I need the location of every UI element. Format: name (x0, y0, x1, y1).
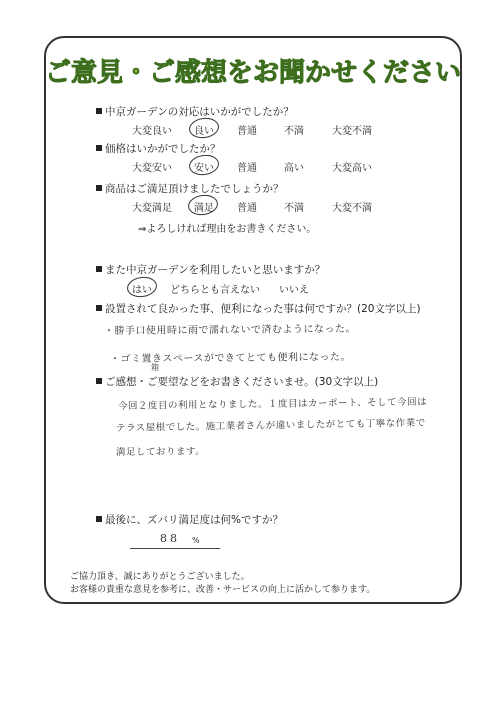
q2-option-2[interactable]: 安い (194, 163, 214, 174)
footer-line-2: お客様の貴重な意見を参考に、改善・サービスの向上に活かして参ります。 (70, 585, 376, 595)
question-7 (96, 512, 283, 527)
q3-option-3[interactable]: 普通 (237, 203, 257, 214)
satisfaction-unit: % (192, 536, 201, 545)
q4-option-3[interactable]: いいえ (279, 285, 309, 296)
bullet-square-icon (96, 516, 102, 522)
question-2 (96, 141, 221, 156)
question-4-text: また中京ガーデンを利用したいと思いますか？ (105, 264, 326, 276)
question-2-text: 価格はいかがでしたか？ (105, 143, 221, 155)
satisfaction-value[interactable]: 88 (160, 532, 180, 545)
q6-answer-line-3: 満足しております。 (115, 446, 206, 458)
q2-option-3[interactable]: 普通 (237, 163, 257, 174)
q4-option-1[interactable]: はい (132, 285, 152, 296)
question-5 (96, 301, 421, 316)
q5-answer-line-1: ・勝手口使用時に雨で濡れないで済むようになった。 (103, 323, 357, 337)
q5-correction-mark: 箱 (151, 363, 160, 372)
survey-title: ご意見・ご感想をお聞かせください (44, 58, 461, 88)
question-1-text: 中京ガーデンの対応はいかがでしたか？ (105, 106, 294, 118)
q4-option-2[interactable]: どちらとも言えない (170, 285, 260, 296)
footer-line-1: ご協力頂き、誠にありがとうございました。 (70, 572, 250, 582)
q1-option-1[interactable]: 大変良い (132, 126, 172, 137)
question-4 (96, 262, 325, 277)
question-7-text: 最後に、ズバリ満足度は何%ですか？ (105, 514, 283, 526)
question-1 (96, 104, 294, 119)
bullet-square-icon (96, 145, 102, 151)
question-5-text: 設置されて良かった事、便利になった事は何ですか？(20文字以上) (105, 303, 421, 315)
q2-option-1[interactable]: 大変安い (132, 163, 172, 174)
q3-option-2[interactable]: 満足 (194, 203, 214, 214)
bullet-square-icon (96, 305, 102, 311)
q1-option-5[interactable]: 大変不満 (332, 126, 372, 137)
q1-option-3[interactable]: 普通 (237, 126, 257, 137)
bullet-square-icon (96, 185, 102, 191)
question-6 (96, 374, 378, 389)
q6-answer-line-1: 今回２度目の利用となりました。１度目はカーポート、そして今回は (117, 396, 428, 412)
q3-option-4[interactable]: 不満 (284, 203, 304, 214)
bullet-square-icon (96, 378, 102, 384)
q5-answer-line-2: ・ゴミ置きスペースができてとても便利になった。 (109, 351, 352, 365)
reason-note: ⇒よろしければ理由をお書きください。 (138, 224, 317, 235)
q2-option-5[interactable]: 大変高い (332, 163, 372, 174)
bullet-square-icon (96, 266, 102, 272)
q3-option-5[interactable]: 大変不満 (332, 203, 372, 214)
q1-option-4[interactable]: 不満 (284, 126, 304, 137)
q1-option-2[interactable]: 良い (194, 126, 214, 137)
q3-option-1[interactable]: 大変満足 (132, 203, 172, 214)
question-6-text: ご感想・ご要望などをお書きくださいませ。(30文字以上) (105, 376, 379, 388)
question-3-text: 商品はご満足頂けましたでしょうか？ (105, 183, 284, 195)
q2-option-4[interactable]: 高い (284, 163, 304, 174)
bullet-square-icon (96, 108, 102, 114)
satisfaction-underline (130, 548, 220, 549)
q6-answer-line-2: テラス屋根でした。施工業者さんが違いましたがとても丁寧な作業で (115, 417, 426, 434)
question-3 (96, 181, 284, 196)
